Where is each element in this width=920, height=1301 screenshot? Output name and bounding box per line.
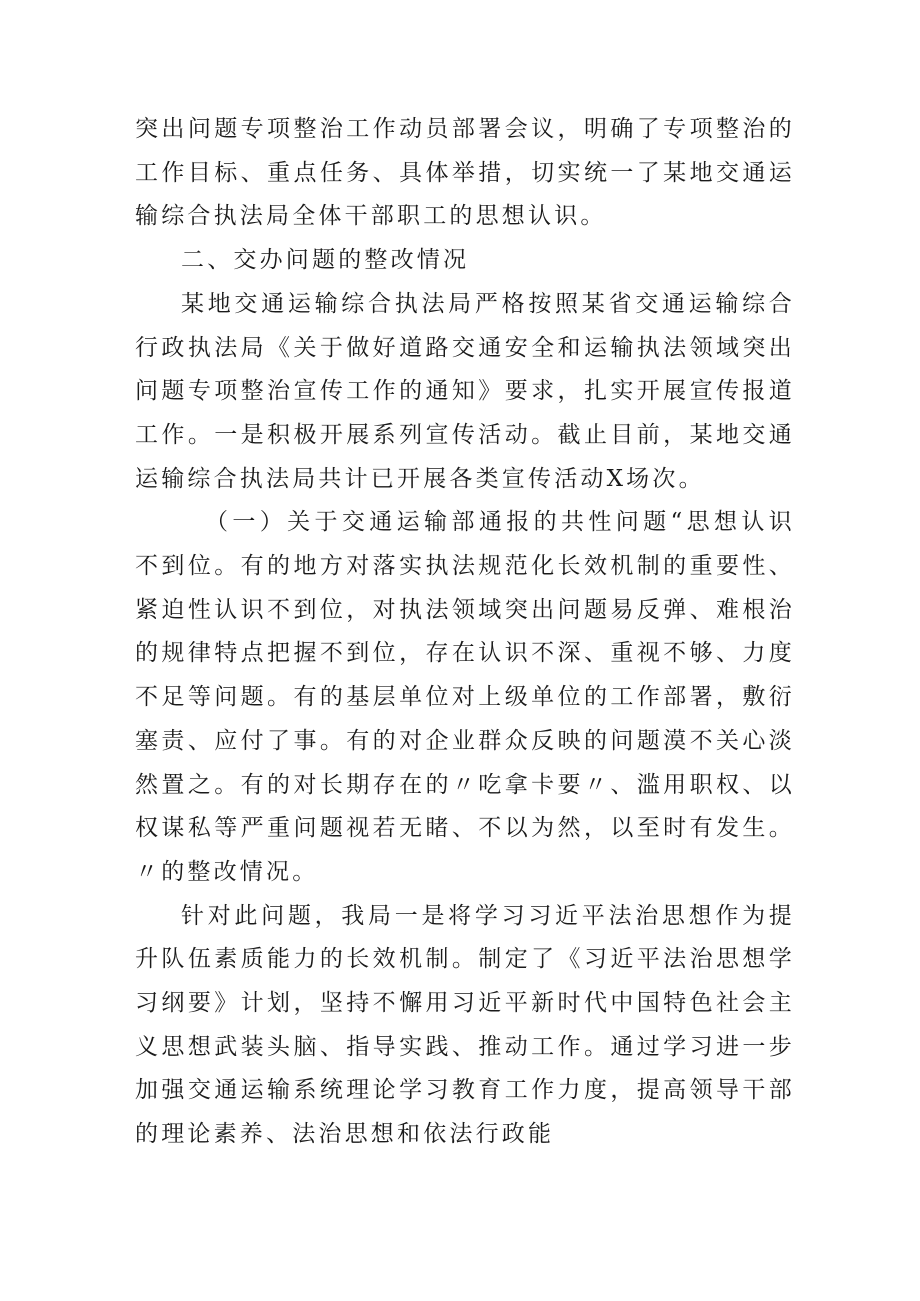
paragraph-common-problem: （一）关于交通运输部通报的共性问题“思想认识不到位。有的地方对落实执法规范化长效机制的重要性、紧迫性认识不到位，对执法领域突出问题易反弹、难根治的规律特点把握不到位，存在认识不深、重视不够、力度不足等问题。有的基层单位对上级单位的工作部署，敷衍塞责、应付了事。有的对企业群众反映的问题漠不关心淡然置之。有的对长期存在的〃吃拿卡要〃、滥用职权、以权谋私等严重问题视若无睹、不以为然，以至时有发生。〃的整改情况。 [135, 509, 795, 885]
paragraph-continuation: 突出问题专项整治工作动员部署会议，明确了专项整治的工作目标、重点任务、具体举措，切实统一了某地交通运输综合执法局全体干部职工的思想认识。 [135, 116, 795, 230]
document-body [135, 108, 795, 1157]
paragraph-rectification-measures: 针对此问题，我局一是将学习习近平法治思想作为提升队伍素质能力的长效机制。制定了《习近平法治思想学习纲要》计划，坚持不懈用习近平新时代中国特色社会主义思想武装头脑、指导实践、推动工作。通过学习进一步加强交通运输系统理论学习教育工作力度，提高领导干部的理论素养、法治思想和依法行政能 [135, 902, 795, 1148]
section-heading: 二、交办问题的整改情况 [181, 247, 470, 274]
paragraph-publicity-work: 某地交通运输综合执法局严格按照某省交通运输综合行政执法局《关于做好道路交通安全和运输执法领域突出问题专项整治宣传工作的通知》要求，扎实开展宣传报道工作。一是积极开展系列宣传活动。截止目前，某地交通运输综合执法局共计已开展各类宣传活动X场次。 [135, 290, 795, 492]
